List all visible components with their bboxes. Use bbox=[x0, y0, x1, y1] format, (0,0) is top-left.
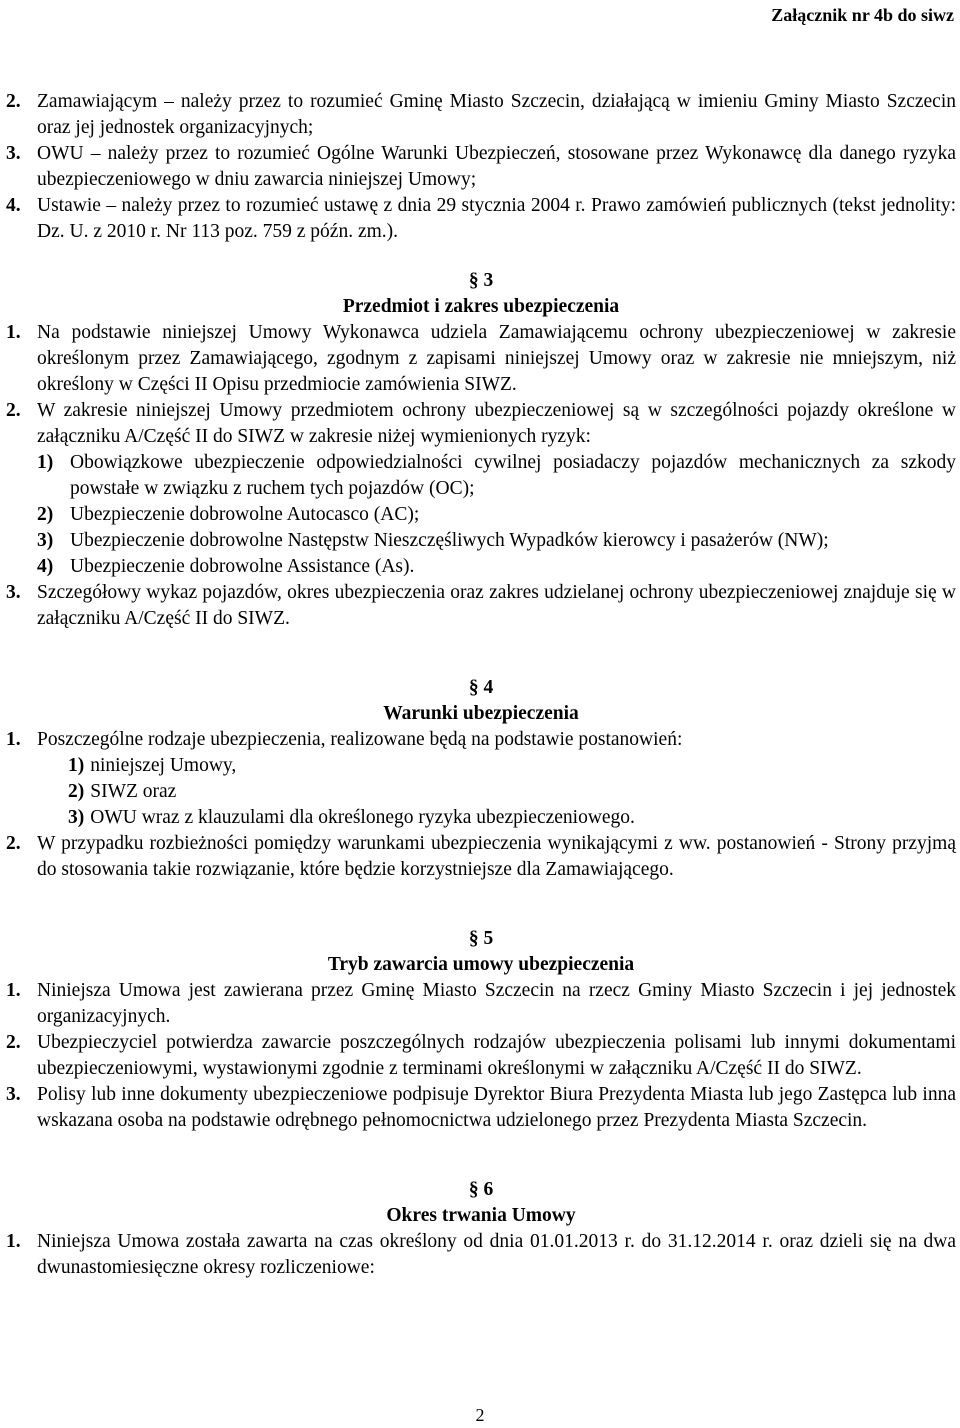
sub-item-text: niniejszej Umowy, bbox=[90, 755, 237, 776]
item-text: Niniejsza Umowa jest zawierana przez Gminę Miasto Szczecin na rzecz Gminy Miasto Szczecin i jej jednostek organizacyjnych. bbox=[37, 980, 956, 1027]
item-number: 2. bbox=[6, 400, 21, 421]
item-text: OWU – należy przez to rozumieć Ogólne Warunki Ubezpieczeń, stosowane przez Wykonawcę dla danego ryzyka ubezpieczeniowego w dniu zawarcia niniejszej Umowy; bbox=[37, 143, 956, 190]
item-text: Polisy lub inne dokumenty ubezpieczeniowe podpisuje Dyrektor Biura Prezydenta Miasta lub jego Zastępca lub inna wskazana osoba na podstawie odrębnego pełnomocnictwa udzielonego przez Prezydenta Miasta Szczecin. bbox=[37, 1084, 956, 1131]
section-item bbox=[6, 831, 956, 883]
section-item bbox=[6, 1082, 956, 1134]
spacer bbox=[6, 632, 956, 655]
section-item bbox=[6, 320, 956, 398]
item-text: Ubezpieczyciel potwierdza zawarcie poszczególnych rodzajów ubezpieczenia polisami lub innymi dokumentami ubezpieczeniowymi, wystawionymi zgodnie z terminami określonymi w załączniku A/Część II do SIWZ. bbox=[37, 1032, 956, 1079]
item-number: 3. bbox=[6, 1084, 21, 1105]
section-item bbox=[6, 398, 956, 450]
definition-item bbox=[6, 193, 956, 245]
sub-item-number: 2) bbox=[37, 504, 54, 525]
item-number: 2. bbox=[6, 1032, 21, 1053]
spacer bbox=[6, 1157, 956, 1177]
section-item bbox=[6, 1030, 956, 1082]
item-number: 1. bbox=[6, 1231, 21, 1252]
section-number: § 3 bbox=[468, 270, 494, 291]
sub-item-text: OWU wraz z klauzulami dla określonego ryzyka ubezpieczeniowego. bbox=[90, 807, 635, 828]
item-number: 3. bbox=[6, 143, 21, 164]
item-text: Zamawiającym – należy przez to rozumieć Gminę Miasto Szczecin, działającą w imieniu Gminy Miasto Szczecin oraz jej jednostek organizacyjnych; bbox=[37, 91, 956, 138]
section-title: Okres trwania Umowy bbox=[386, 1205, 576, 1226]
item-number: 1. bbox=[6, 322, 21, 343]
item-number: 2. bbox=[6, 91, 21, 112]
sub-item-text: SIWZ oraz bbox=[90, 781, 177, 802]
item-number: 2. bbox=[6, 833, 21, 854]
sub-item bbox=[6, 805, 956, 831]
spacer bbox=[6, 245, 956, 268]
item-text: W zakresie niniejszej Umowy przedmiotem ochrony ubezpieczeniowej są w szczególności pojazdy określone w załączniku A/Część II do SIWZ w zakresie niżej wymienionych ryzyk: bbox=[37, 400, 956, 447]
sub-item-number: 1) bbox=[37, 452, 54, 473]
section-title: Warunki ubezpieczenia bbox=[383, 703, 579, 724]
item-text: Na podstawie niniejszej Umowy Wykonawca udziela Zamawiającemu ochrony ubezpieczeniowej w zakresie określonym przez Zamawiającego, zgodnym z zapisami niniejszej Umowy oraz w zakresie nie mniejszym, niż określony w Części II Opisu przedmiocie zamówienia SIWZ. bbox=[37, 322, 956, 395]
sub-item bbox=[6, 779, 956, 805]
section-number: § 4 bbox=[468, 677, 494, 698]
page-number: 2 bbox=[475, 1405, 485, 1425]
sub-item-number: 1) bbox=[68, 755, 85, 776]
sub-item-number: 2) bbox=[68, 781, 85, 802]
annex-label: Załącznik nr 4b do siwz bbox=[771, 5, 954, 25]
definition-item bbox=[6, 141, 956, 193]
item-text: Ustawie – należy przez to rozumieć ustawę z dnia 29 stycznia 2004 r. Prawo zamówień publicznych (tekst jednolity: Dz. U. z 2010 r. Nr 113 poz. 759 z późn. zm.). bbox=[37, 195, 956, 242]
sub-item-text: Ubezpieczenie dobrowolne Assistance (As). bbox=[70, 556, 415, 577]
item-number: 1. bbox=[6, 980, 21, 1001]
section-number: § 6 bbox=[468, 1179, 494, 1200]
sub-item bbox=[6, 528, 956, 554]
item-number: 4. bbox=[6, 195, 21, 216]
spacer bbox=[6, 1134, 956, 1157]
spacer bbox=[6, 906, 956, 926]
sub-item bbox=[6, 450, 956, 502]
sub-item bbox=[6, 753, 956, 779]
sub-item bbox=[6, 554, 956, 580]
item-text: W przypadku rozbieżności pomiędzy warunkami ubezpieczenia wynikającymi z ww. postanowień - Strony przyjmą do stosowania takie rozwiązanie, które będzie korzystniejsze dla Zamawiającego. bbox=[37, 833, 956, 880]
document-body bbox=[6, 89, 956, 1281]
item-text: Poszczególne rodzaje ubezpieczenia, realizowane będą na podstawie postanowień: bbox=[37, 729, 683, 750]
sub-item bbox=[6, 502, 956, 528]
item-text: Szczegółowy wykaz pojazdów, okres ubezpieczenia oraz zakres udzielanej ochrony ubezpieczeniowej znajduje się w załączniku A/Część II do SIWZ. bbox=[37, 582, 956, 629]
sub-item-number: 3) bbox=[37, 530, 54, 551]
sub-item-text: Ubezpieczenie dobrowolne Następstw Nieszczęśliwych Wypadków kierowcy i pasażerów (NW); bbox=[70, 530, 829, 551]
spacer bbox=[6, 655, 956, 675]
section-title: Przedmiot i zakres ubezpieczenia bbox=[342, 296, 620, 317]
item-number: 1. bbox=[6, 729, 21, 750]
sub-item-text: Obowiązkowe ubezpieczenie odpowiedzialności cywilnej posiadaczy pojazdów mechanicznych za szkody powstałe w związku z ruchem tych pojazdów (OC); bbox=[70, 452, 956, 499]
spacer bbox=[6, 883, 956, 906]
sub-item-number: 4) bbox=[37, 556, 54, 577]
section-item bbox=[6, 978, 956, 1030]
section-item bbox=[6, 1229, 956, 1281]
item-number: 3. bbox=[6, 582, 21, 603]
sub-item-text: Ubezpieczenie dobrowolne Autocasco (AC); bbox=[70, 504, 420, 525]
section-number: § 5 bbox=[468, 928, 494, 949]
section-item bbox=[6, 580, 956, 632]
definition-item bbox=[6, 89, 956, 141]
item-text: Niniejsza Umowa została zawarta na czas określony od dnia 01.01.2013 r. do 31.12.2014 r. oraz dzieli się na dwa dwunastomiesięczne okresy rozliczeniowe: bbox=[37, 1231, 956, 1278]
section-title: Tryb zawarcia umowy ubezpieczenia bbox=[327, 954, 635, 975]
section-item bbox=[6, 727, 956, 753]
sub-item-number: 3) bbox=[68, 807, 85, 828]
